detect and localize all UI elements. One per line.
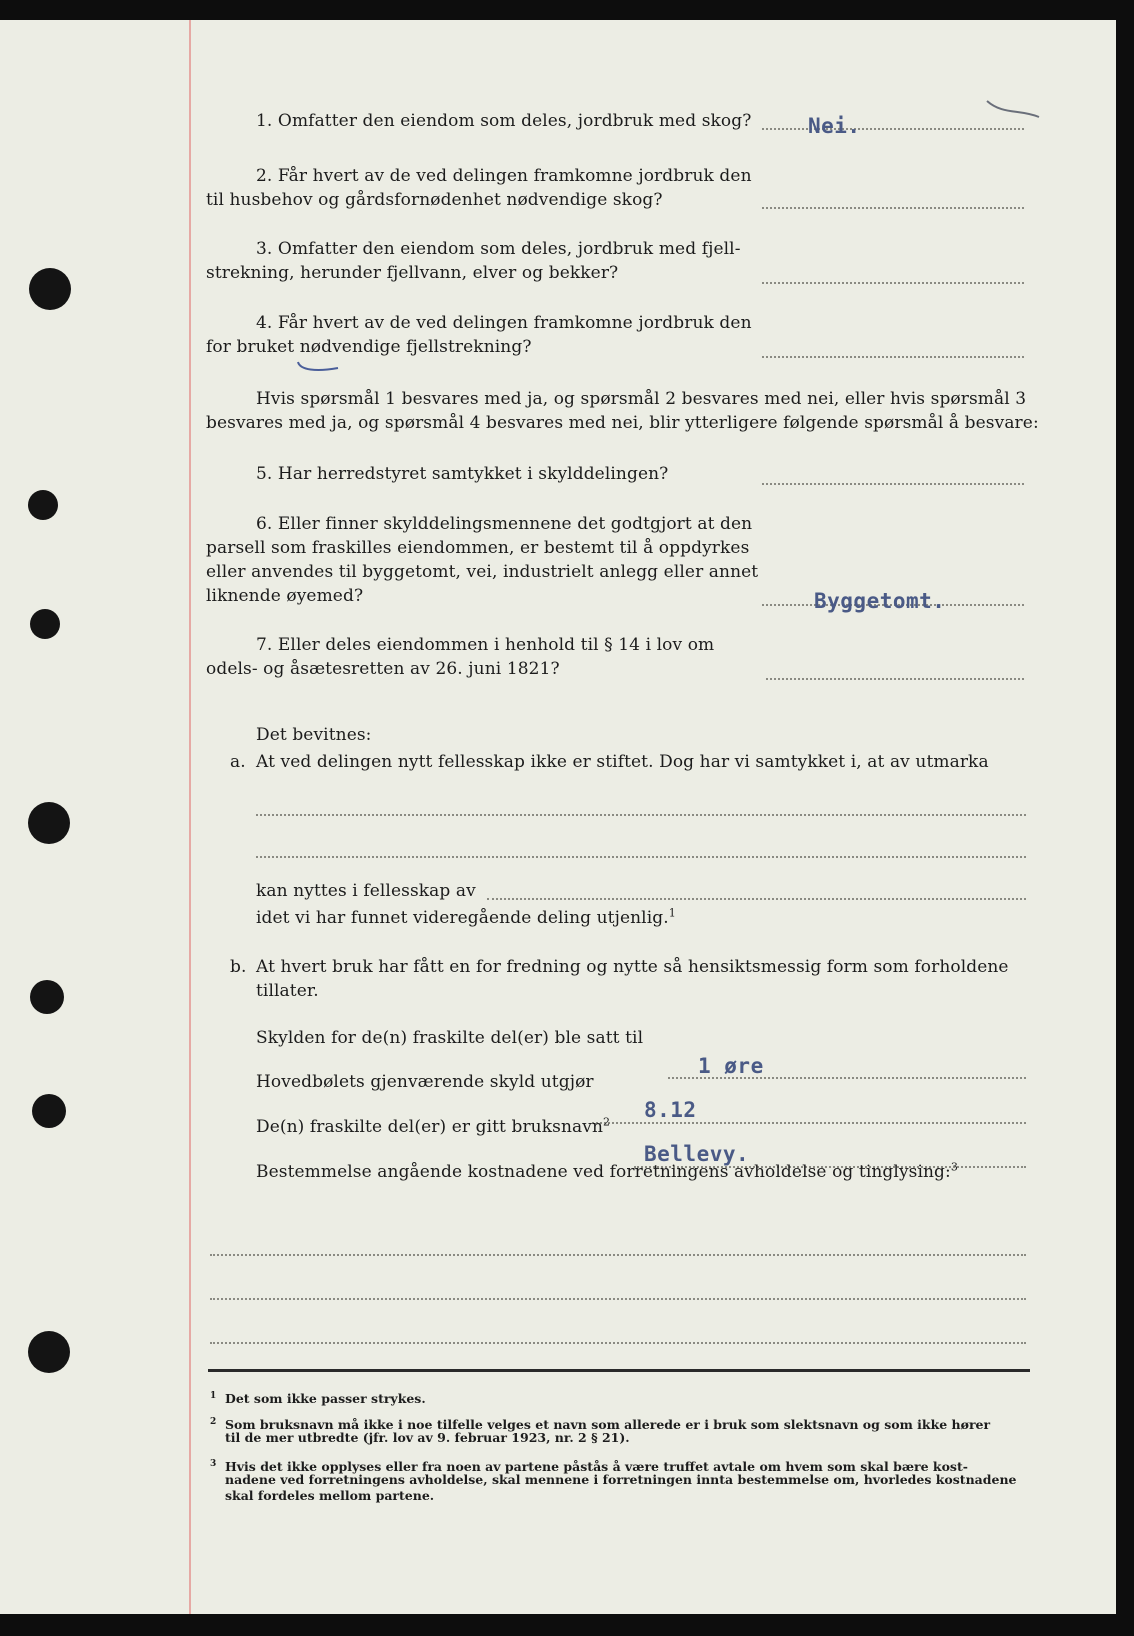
answer-line-4: [762, 354, 1024, 358]
question-6-line-3: eller anvendes til byggetomt, vei, industrielt anlegg eller annet: [206, 562, 759, 582]
answer-line-2: [762, 205, 1024, 209]
bestemmelse-line: [210, 1252, 1026, 1256]
answer-line-1: [762, 126, 1024, 130]
conditional-intro-line-2: besvares med ja, og spørsmål 4 besvares med nei, blir ytterligere følgende spørsmål å besvare:: [206, 413, 1039, 433]
punch-hole: [28, 1331, 70, 1373]
punch-hole: [30, 980, 64, 1014]
question-3-line-2: strekning, herunder fjellvann, elver og bekker?: [206, 263, 619, 283]
bestemmelse-line: [210, 1296, 1026, 1300]
hovedbol-value-typed: 8.12: [644, 1098, 697, 1122]
punch-hole: [29, 268, 71, 310]
attest-a-blank-line: [256, 854, 1026, 858]
bestemmelse-line: [210, 1340, 1026, 1344]
bruksnavn-value-typed: Bellevy.: [644, 1142, 750, 1166]
answer-line-7: [766, 676, 1024, 680]
punch-hole: [28, 490, 58, 520]
answer-1-typed: Nei.: [808, 114, 861, 138]
question-7-line-2: odels- og åsætesretten av 26. juni 1821?: [206, 659, 560, 679]
question-6-line-4: liknende øyemed?: [206, 586, 364, 606]
conditional-intro-line-1: Hvis spørsmål 1 besvares med ja, og spørsmål 2 besvares med nei, eller hvis spørsmål 3: [256, 389, 1027, 409]
question-6-line-2: parsell som fraskilles eiendommen, er bestemt til å oppdyrkes: [206, 538, 750, 558]
punch-hole: [28, 802, 70, 844]
attest-a-label: a.: [230, 752, 246, 772]
attest-b-line-2: tillater.: [256, 981, 319, 1001]
question-4-line-1: 4. Får hvert av de ved delingen framkomne jordbruk den: [256, 313, 752, 333]
question-7-line-1: 7. Eller deles eiendommen i henhold til § 14 i lov om: [256, 635, 715, 655]
bruksnavn-label: De(n) fraskilte del(er) er gitt bruksnavn$^2$: [256, 1115, 611, 1137]
question-2-line-1: 2. Får hvert av de ved delingen framkomne jordbruk den: [256, 166, 752, 186]
attest-b-label: b.: [230, 957, 247, 977]
document-page: [0, 20, 1116, 1614]
punch-hole: [32, 1094, 66, 1128]
footnote-2-line-2: til de mer utbredte (jfr. lov av 9. februar 1923, nr. 2 § 21).: [225, 1430, 630, 1445]
attest-a-blank-line: [256, 812, 1026, 816]
footnote-1: $^1$ Det som ikke passer strykes.: [210, 1391, 426, 1407]
attest-b-text: At hvert bruk har fått en for fredning og nytte så hensiktsmessig form som forholdene: [256, 957, 1009, 977]
bestemmelse-label: Bestemmelse angående kostnadene ved forretningens avholdelse og tinglysing:$^3$: [256, 1160, 958, 1182]
footnote-rule: [208, 1369, 1030, 1372]
attest-heading: Det bevitnes:: [256, 725, 372, 745]
footnote-3-line-2: nadene ved forretningens avholdelse, skal mennene i forretningen innta bestemmelse om, hvorledes kostnadene: [225, 1472, 1017, 1487]
punch-hole: [30, 609, 60, 639]
footnote-2-line-1: $^2$ Som bruksnavn må ikke i noe tilfelle velges et navn som allerede er i bruk som slektsnavn og som ikke hører: [210, 1417, 991, 1433]
skyld-value-typed: 1 øre: [698, 1054, 764, 1078]
answer-line-5: [762, 481, 1024, 485]
answer-line-3: [762, 280, 1024, 284]
skyld-label: Skylden for de(n) fraskilte del(er) ble satt til: [256, 1028, 644, 1048]
attest-a-fellesskap-line: [487, 896, 1026, 900]
handwritten-underline-mark: [296, 360, 346, 374]
answer-6-typed: Byggetomt.: [814, 589, 946, 613]
question-2-line-2: til husbehov og gårdsfornødenhet nødvendige skog?: [206, 190, 663, 210]
margin-line: [189, 20, 191, 1614]
attest-a-line-3: idet vi har funnet videregående deling utjenlig.$^1$: [256, 906, 676, 928]
hovedbol-label: Hovedbølets gjenværende skyld utgjør: [256, 1072, 594, 1092]
question-6-line-1: 6. Eller finner skylddelingsmennene det godtgjort at den: [256, 514, 753, 534]
question-1: 1. Omfatter den eiendom som deles, jordbruk med skog?: [256, 111, 752, 131]
footnote-3-line-3: skal fordeles mellom partene.: [225, 1488, 435, 1503]
question-5: 5. Har herredstyret samtykket i skylddelingen?: [256, 464, 669, 484]
attest-a-text: At ved delingen nytt fellesskap ikke er stiftet. Dog har vi samtykket i, at av utmarka: [256, 752, 989, 772]
attest-a-line-2: kan nyttes i fellesskap av: [256, 881, 476, 901]
question-4-line-2: for bruket nødvendige fjellstrekning?: [206, 337, 532, 357]
question-3-line-1: 3. Omfatter den eiendom som deles, jordbruk med fjell-: [256, 239, 741, 259]
footnote-3-line-1: $^3$ Hvis det ikke opplyses eller fra noen av partene påstås å være truffet avtale om hvem som skal bære kost-: [210, 1459, 968, 1475]
